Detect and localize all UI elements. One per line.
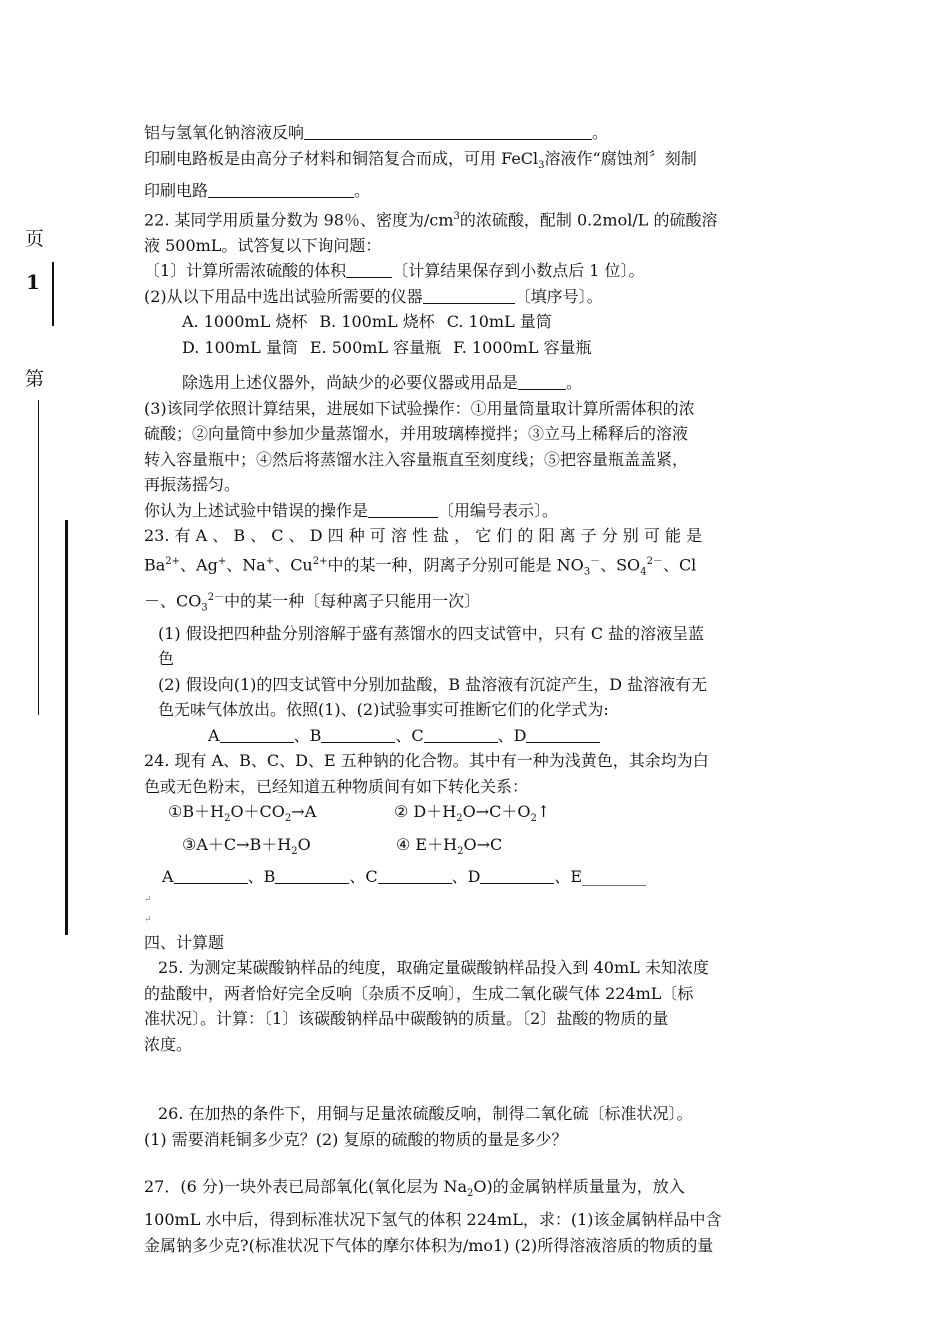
text-line: 印刷电路板是由高分子材料和铜箔复合而成，可用 FeCl$_3$溶液作“腐蚀剂〞刻制 xyxy=(144,148,697,171)
blank[interactable] xyxy=(368,499,438,518)
blank[interactable] xyxy=(378,865,452,884)
question-26: 26. 在加热的条件下，用铜与足量浓硫酸反响，制得二氧化硫〔标准状况〕。 (1) 需要消耗铜多少克？(2) 复原的硫酸的物质的量是多少？ xyxy=(144,1104,693,1149)
binding-line-thin xyxy=(38,400,39,715)
margin-page-number: 1 xyxy=(26,270,40,294)
answer-line: A 、B 、C 、D xyxy=(144,723,808,749)
options-row: A. 1000mL 烧杯 B. 100mL 烧杯 C. 10mL 量筒 xyxy=(182,312,552,332)
reaction-row: $③A+C\to B+H_2O$ ④ $E+H_2O\to C$ xyxy=(182,834,503,857)
text-line: 铝与氢氧化钠溶液反响 。 xyxy=(144,123,609,142)
margin-underline xyxy=(52,262,54,326)
text-line: 印刷电路 。 xyxy=(144,181,371,201)
reaction-row: $①B+H_2O+CO_2\to A$ ② $D+H_2O\to C+O_2↑$ xyxy=(168,802,551,825)
blank[interactable] xyxy=(321,724,395,743)
blank[interactable] xyxy=(424,724,498,743)
question-27: 27．(6 分)一块外表已局部氧化(氧化层为 $Na_2O$)的金属钠样质量量为，放入 100mL 水中后，得到标准状况下氢气的体积 224mL，求：(1)该金属钠样品中含 金属钠多少克?(标准状况下气体的摩尔体积为/mo1) (2)所得溶液溶质的物质的量 xyxy=(144,1177,722,1255)
blank[interactable] xyxy=(174,865,248,884)
options-row: D. 100mL 量筒 E. 500mL 容量瓶 F. 1000mL 容量瓶 xyxy=(182,337,592,357)
format-mark: ↵ xyxy=(144,914,152,925)
blank[interactable] xyxy=(480,865,554,884)
format-mark: ↵ xyxy=(144,894,152,905)
blank[interactable] xyxy=(220,724,294,743)
question-24: 24. 现有 A、B、C、D、E 五种钠的化合物。其中有一种为浅黄色，其余均为白 色或无色粉末，已经知道五种物质间有如下转化关系： $①B+H_2O+CO_2\to A$ ② $D+H_2O\to C+O_2↑$ $③A+C\to B+H_2O$ ④ $E+H_2O\to C$ A 、B 、C 、D 、E________ ↵ ↵ xyxy=(144,748,808,930)
margin-char-di: 第 xyxy=(25,368,45,390)
section-title: 四、计算题 xyxy=(144,932,225,952)
question-22: 22. 某同学用质量分数为 98％、密度为$/cm^3$的浓硫酸，配制 0.2mol/L 的硫酸溶 液 500mL。试答复以下询问题： 〔1〕计算所需浓硫酸的体积 〔计算结果保存到小数点后 1 位〕。 (2)从以下用品中选出试验所需要的仪器 〔填序号〕。 A. 1000mL 烧杯 B. 100mL 烧杯 C. 10mL 量筒 D. 100mL 量筒 E. 500mL 容量瓶 F. 1000mL 容量瓶 除选用上述仪器外，尚缺少的必要仪器或用品是 。 (3)该同学依照计算结果，进展如下试验操作：①用量筒量取计算所需体积的浓 硫酸；②向量筒中参加少量蒸馏水，并用玻璃棒搅拌；③立马上稀释后的溶液 转入容量瓶中；④然后将蒸馏水注入容量瓶直至刻度线；⑤把容量瓶盖盖紧， 再振荡摇匀。 你认为上述试验中错误的操作是 〔用编号表示〕。 xyxy=(144,204,808,523)
document-body xyxy=(144,120,808,1258)
blank[interactable] xyxy=(346,259,392,278)
binding-line-thick xyxy=(65,520,68,935)
blank[interactable] xyxy=(304,121,592,140)
margin-char-ye: 页 xyxy=(25,228,45,250)
blank[interactable] xyxy=(208,179,354,198)
blank[interactable] xyxy=(423,285,515,304)
blank[interactable] xyxy=(526,724,600,743)
blank[interactable] xyxy=(275,865,349,884)
question-25: 25. 为测定某碳酸钠样品的纯度，取确定量碳酸钠样品投入到 40mL 未知浓度 的盐酸中，两者恰好完全反响〔杂质不反响〕，生成二氧化碳气体 224mL〔标 准状况〕。计算：〔1〕该碳酸钠样品中碳酸钠的质量。〔2〕盐酸的物质的量 浓度。 xyxy=(144,958,709,1054)
answer-line: A 、B 、C 、D 、E________ xyxy=(162,867,647,887)
question-23: 23. 有 A 、 B 、 C 、 D 四 种 可 溶 性 盐 ， 它 们 的 阳 离 子 分 别 可 能 是 $Ba^{2+}$、Ag+、Na+、$Cu^{2+}$中的某一种，阴离子分别可能是 $NO_3^-$、$SO_4^{2-}$、Cl －、$CO_3^{2-}$中的某一种〔每种离子只能用一次〕 (1) 假设把四种盐分别溶解于盛有蒸馏水的四支试管中，只有 C 盐的溶液呈蓝 色 (2) 假设向(1)的四支试管中分别加盐酸，B 盐溶液有沉淀产生，D 盐溶液有无 色无味气体放出。依照(1)、(2)试验事实可推断它们的化学式为: A 、B 、C 、D xyxy=(144,523,808,748)
blank[interactable] xyxy=(518,371,566,390)
